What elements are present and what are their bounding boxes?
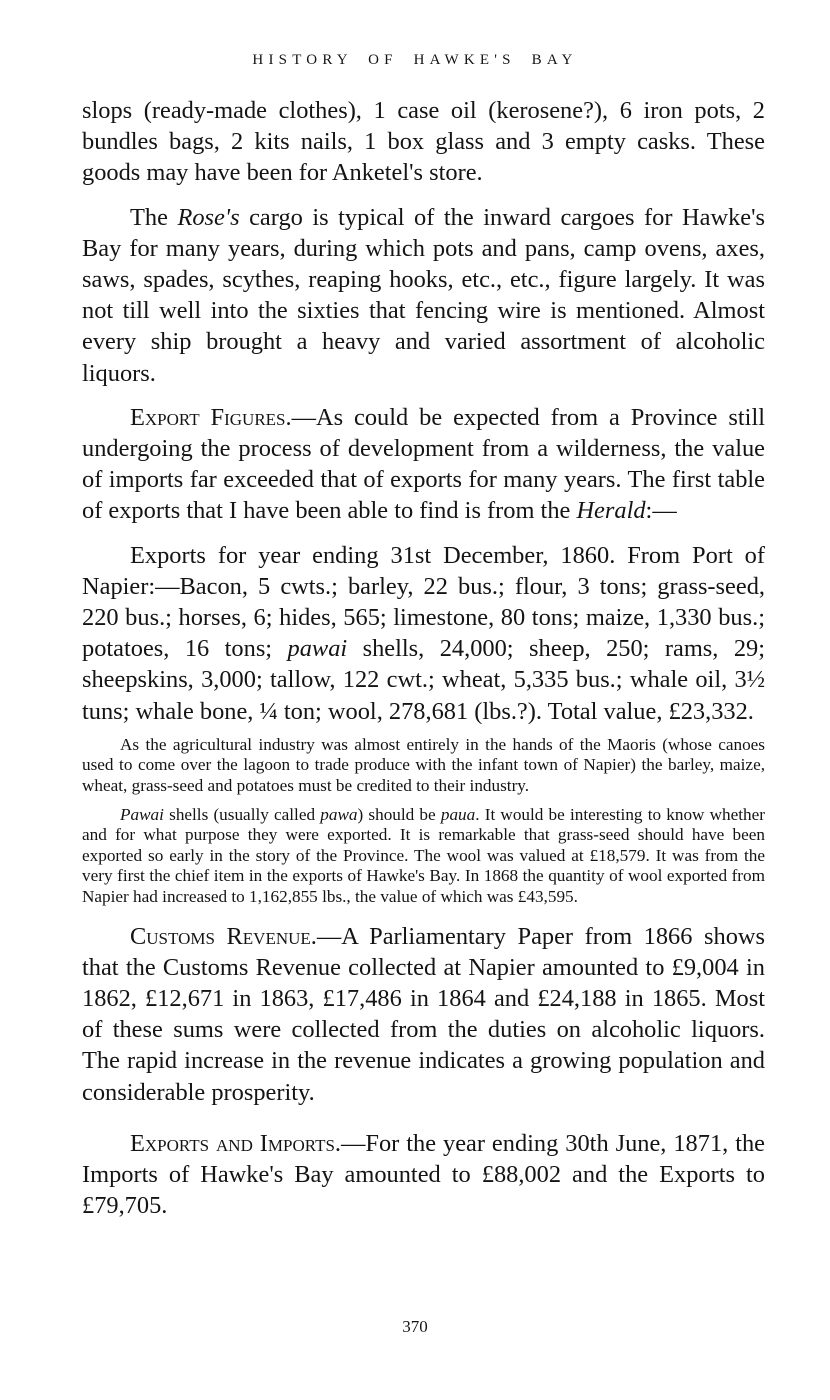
text-run: . It would be interesting to know whether and for what purpose they were exported. It is remarkable that grass-seed should have been exported so early in the story of the Province. The wool was valued at £18,579. It was from the very first the chief item in the exports of Hawke's Bay. In 1868 the quantity of wool exported from Napier had increased to 1,162,855 lbs., the value of which was £43,595.	[82, 804, 765, 907]
text-run: :—	[645, 497, 677, 525]
paragraph-customs-revenue	[82, 921, 765, 1108]
ship-name-rose: Rose's	[177, 203, 240, 231]
term-pawai: Pawai	[120, 804, 164, 824]
text-run: ) should be	[357, 804, 441, 824]
text-run: —As could be expected from a Province still undergoing the process of development from a wilderness, the value of imports far exceeded that of exports for many years. The first table of exports that I have been able to find is from the	[82, 403, 765, 525]
paragraph-slops-text: slops (ready-made clothes), 1 case oil (kerosene?), 6 iron pots, 2 bundles bags, 2 kits nails, 1 box glass and 3 empty casks. These goods may have been for Anketel's store.	[82, 97, 765, 187]
term-pawai: pawai	[287, 635, 348, 663]
text-run: As the agricultural industry was almost entirely in the hands of the Maoris (whose canoes used to come over the lagoon to trade produce with the infant town of Napier) the barley, maize, wheat, grass-seed and potatoes must be credited to their industry.	[82, 734, 765, 796]
text-run: Exports for year ending 31st December, 1860. From Port of Napier:—Bacon, 5 cwts.; barley, 22 bus.; flour, 3 tons; grass-seed, 220 bus.; horses, 6; hides, 565; limestone, 80 tons; maize, 1,330 bus.; potatoes, 16 tons;	[82, 541, 765, 663]
running-head: HISTORY OF HAWKE'S BAY	[252, 52, 578, 68]
section-heading-customs-revenue: Customs Revenue.	[130, 922, 317, 950]
term-paua: paua	[440, 804, 476, 824]
section-heading-export-figures: Export Figures.	[130, 403, 292, 431]
note-pawai-shells	[82, 805, 765, 908]
paragraph-export-figures	[82, 402, 765, 527]
text-run: shells (usually called	[163, 804, 321, 824]
paragraph-slops	[82, 95, 765, 189]
paragraph-exports-1860	[82, 540, 765, 727]
paragraph-rose-cargo	[82, 202, 765, 389]
text-run: shells, 24,000; sheep, 250; rams, 29; sheepskins, 3,000; tallow, 122 cwt.; wheat, 5,335 bus.; whale oil, 3½ tuns; whale bone, ¼ ton; wool, 278,681 (lbs.?). Total value, £23,332.	[82, 635, 765, 725]
term-pawa: pawa	[320, 804, 358, 824]
text-run: The	[130, 203, 178, 231]
text-run: —A Parliamentary Paper from 1866 shows that the Customs Revenue collected at Napier amounted to £9,004 in 1862, £12,671 in 1863, £17,486 in 1864 and £24,188 in 1865. Most of these sums were collected from the duties on alcoholic liquors. The rapid increase in the revenue indicates a growing population and considerable prosperity.	[82, 922, 766, 1106]
page-body	[82, 95, 765, 1221]
paragraph-exports-imports	[82, 1128, 765, 1222]
section-heading-exports-imports: Exports and Imports.	[130, 1129, 342, 1157]
newspaper-name-herald: Herald	[576, 497, 646, 525]
page-number: 370	[402, 1317, 428, 1336]
text-run: —For the year ending 30th June, 1871, the Imports of Hawke's Bay amounted to £88,002 and the Exports to £79,705.	[82, 1129, 765, 1220]
note-agricultural-industry	[82, 735, 765, 797]
text-run: cargo is typical of the inward cargoes for Hawke's Bay for many years, during which pots and pans, camp ovens, axes, saws, spades, scythes, reaping hooks, etc., etc., figure largely. It was not till well into the sixties that fencing wire is mentioned. Almost every ship brought a heavy and varied assortment of alcoholic liquors.	[82, 203, 765, 387]
